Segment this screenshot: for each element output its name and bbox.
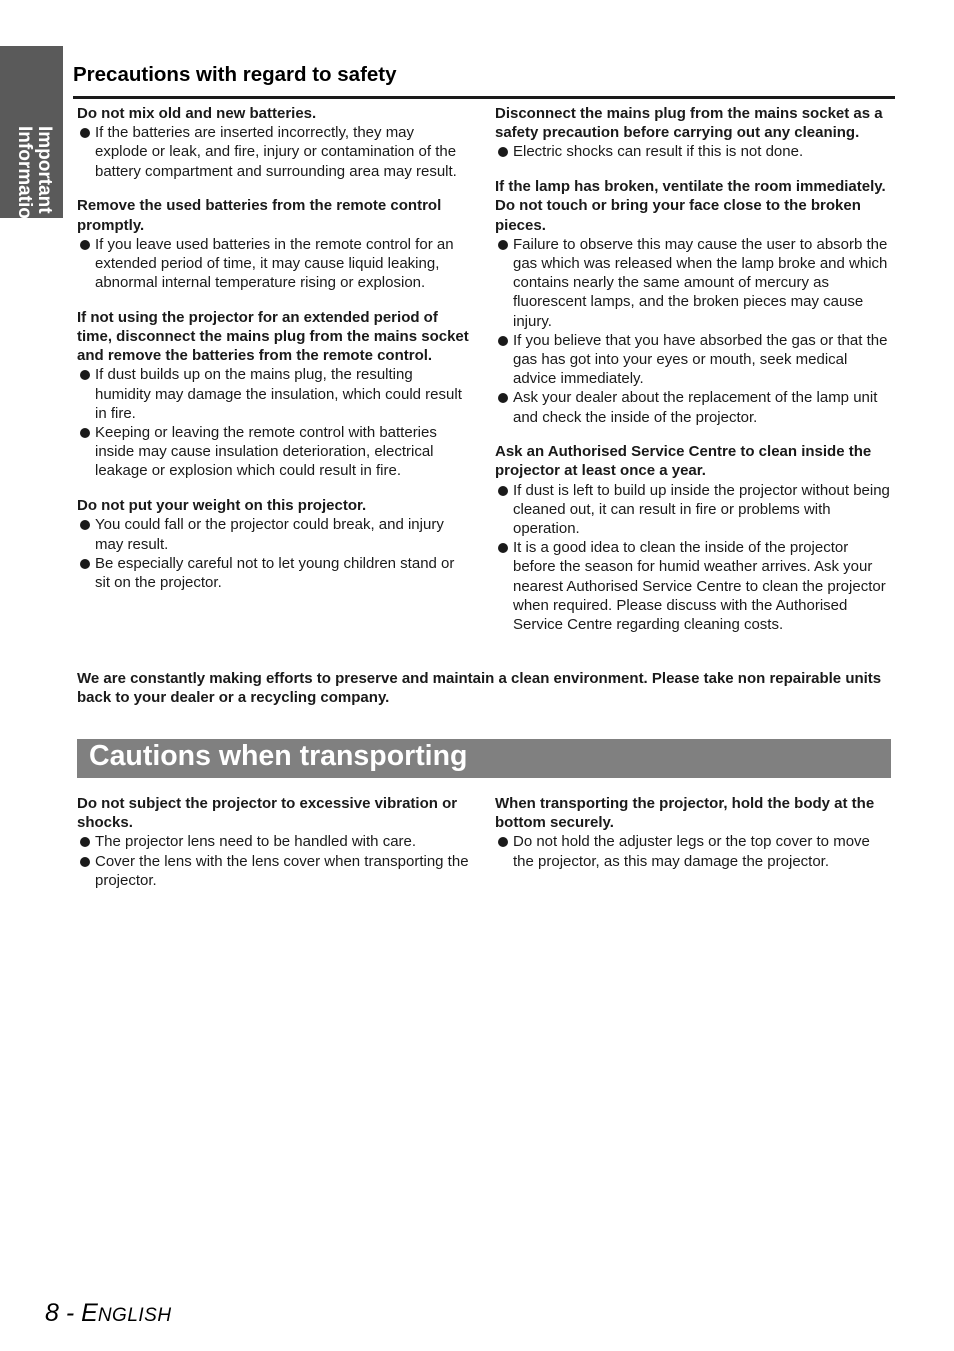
bullet-item — [495, 481, 891, 539]
precaution-heading: Do not put your weight on this projector. — [77, 497, 367, 515]
bullet-list — [77, 515, 470, 592]
bullet-item — [77, 235, 470, 293]
bullet-list — [495, 481, 891, 635]
bullet-dot-icon — [80, 837, 90, 847]
transport-banner — [77, 739, 891, 778]
bullet-dot-icon — [80, 428, 90, 438]
bullet-text: If you believe that you have absorbed the gas or that the gas has got into your eyes or mouth, seek medical advice immediately. — [513, 331, 888, 388]
precaution-heading: Disconnect the mains plug from the mains socket as a safety precaution before carrying out any cleaning. — [495, 105, 883, 142]
bullet-text: If the batteries are inserted incorrectly, they may explode or leak, and fire, injury or contamination of the battery compartment and surrounding area may result. — [95, 124, 457, 180]
precaution-block — [77, 196, 470, 292]
bullet-text: If you leave used batteries in the remote control for an extended period of time, it may cause liquid leaking, abnormal internal temperature rising or explosion. — [95, 235, 454, 292]
bullet-list — [495, 832, 891, 870]
precaution-block — [495, 177, 891, 427]
bullet-dot-icon — [498, 486, 508, 496]
bullet-dot-icon — [80, 520, 90, 530]
bullet-text: Ask your dealer about the replacement of the lamp unit and check the inside of the projector. — [513, 389, 878, 426]
footer-lang-cap: E — [81, 1299, 98, 1327]
bullet-list — [77, 365, 470, 480]
bullet-item — [495, 331, 891, 389]
bullet-item — [495, 388, 891, 426]
bullet-text: You could fall or the projector could break, and injury may result. — [95, 516, 444, 553]
bullet-dot-icon — [498, 837, 508, 847]
precaution-heading: If not using the projector for an extended period of time, disconnect the mains plug from the mains socket and remove the batteries from the remote control. — [77, 308, 469, 365]
bullet-item — [77, 832, 470, 851]
precaution-heading: Do not subject the projector to excessive vibration or shocks. — [77, 795, 458, 832]
bullet-item — [495, 142, 891, 161]
footer-lang-rest: NGLISH — [97, 1305, 172, 1326]
precaution-heading: If the lamp has broken, ventilate the room immediately. Do not touch or bring your face close to the broken pieces. — [495, 178, 886, 234]
bullet-dot-icon — [498, 336, 508, 346]
transport-right-column — [495, 794, 891, 886]
bullet-dot-icon — [498, 147, 508, 157]
precaution-block — [495, 794, 891, 871]
title-rule — [73, 96, 895, 99]
bullet-text: Be especially careful not to let young children stand or sit on the projector. — [95, 554, 455, 591]
bullet-text: Electric shocks can result if this is not done. — [513, 143, 804, 161]
transport-heading: Cautions when transporting — [89, 740, 468, 772]
bullet-item — [77, 554, 470, 592]
precaution-heading: When transporting the projector, hold the body at the bottom securely. — [495, 795, 875, 832]
bullet-text: Cover the lens with the lens cover when transporting the projector. — [95, 852, 469, 889]
bullet-dot-icon — [498, 543, 508, 553]
bullet-item — [77, 423, 470, 481]
transport-left-column — [77, 794, 470, 906]
bullet-text: Failure to observe this may cause the user to absorb the gas which was released when the lamp broke and which contains nearly the same amount of mercury as fluorescent lamps, and the broken pieces may cause injury. — [513, 235, 888, 330]
precaution-block — [77, 794, 470, 890]
bullet-dot-icon — [498, 393, 508, 403]
environment-note: We are constantly making efforts to preserve and maintain a clean environment. Please take non repairable units back to your dealer or a recycling company. — [77, 670, 882, 707]
bullet-item — [77, 515, 470, 553]
bullet-text: Do not hold the adjuster legs or the top cover to move the projector, as this may damage the projector. — [513, 833, 870, 870]
bullet-item — [495, 538, 891, 634]
bullet-item — [495, 235, 891, 331]
bullet-item — [495, 832, 891, 870]
bullet-list — [495, 142, 891, 161]
bullet-dot-icon — [498, 240, 508, 250]
page-number: 8 - — [45, 1299, 82, 1327]
precaution-heading: Ask an Authorised Service Centre to clean inside the projector at least once a year. — [495, 443, 872, 480]
bullet-text: The projector lens need to be handled with care. — [95, 833, 417, 851]
bullet-list — [495, 235, 891, 427]
bullet-dot-icon — [80, 128, 90, 138]
bullet-dot-icon — [80, 559, 90, 569]
precaution-heading: Remove the used batteries from the remote control promptly. — [77, 197, 442, 234]
bullet-text: Keeping or leaving the remote control with batteries inside may cause insulation deterioration, electrical leakage or explosion which could result in fire. — [95, 424, 437, 480]
bullet-list — [77, 235, 470, 293]
left-column — [77, 104, 470, 608]
precaution-block — [77, 496, 470, 592]
bullet-item — [77, 123, 470, 181]
bullet-dot-icon — [80, 240, 90, 250]
bullet-text: If dust is left to build up inside the projector without being cleaned out, it can result in fire or problems with operation. — [513, 481, 890, 538]
side-tab — [0, 46, 63, 231]
section-title: Precautions with regard to safety — [73, 63, 397, 86]
precaution-block — [77, 104, 470, 181]
bullet-list — [77, 832, 470, 890]
side-tab-label: Important Information — [14, 126, 55, 231]
bullet-dot-icon — [80, 370, 90, 380]
bullet-item — [77, 365, 470, 423]
precaution-block — [495, 442, 891, 634]
bullet-list — [77, 123, 470, 181]
page-footer — [45, 1299, 172, 1328]
bullet-dot-icon — [80, 857, 90, 867]
precaution-heading: Do not mix old and new batteries. — [77, 105, 317, 122]
bullet-text: It is a good idea to clean the inside of the projector before the season for humid weather arrives. Ask your nearest Authorised Service Centre to clean the projector when required. Please discuss with the Authorised Service Centre regarding cleaning costs. — [513, 539, 886, 634]
bullet-text: If dust builds up on the mains plug, the resulting humidity may damage the insulation, which could result in fire. — [95, 366, 462, 422]
precaution-block — [495, 104, 891, 162]
bullet-item — [77, 852, 470, 890]
precaution-block — [77, 308, 470, 481]
right-column — [495, 104, 891, 650]
